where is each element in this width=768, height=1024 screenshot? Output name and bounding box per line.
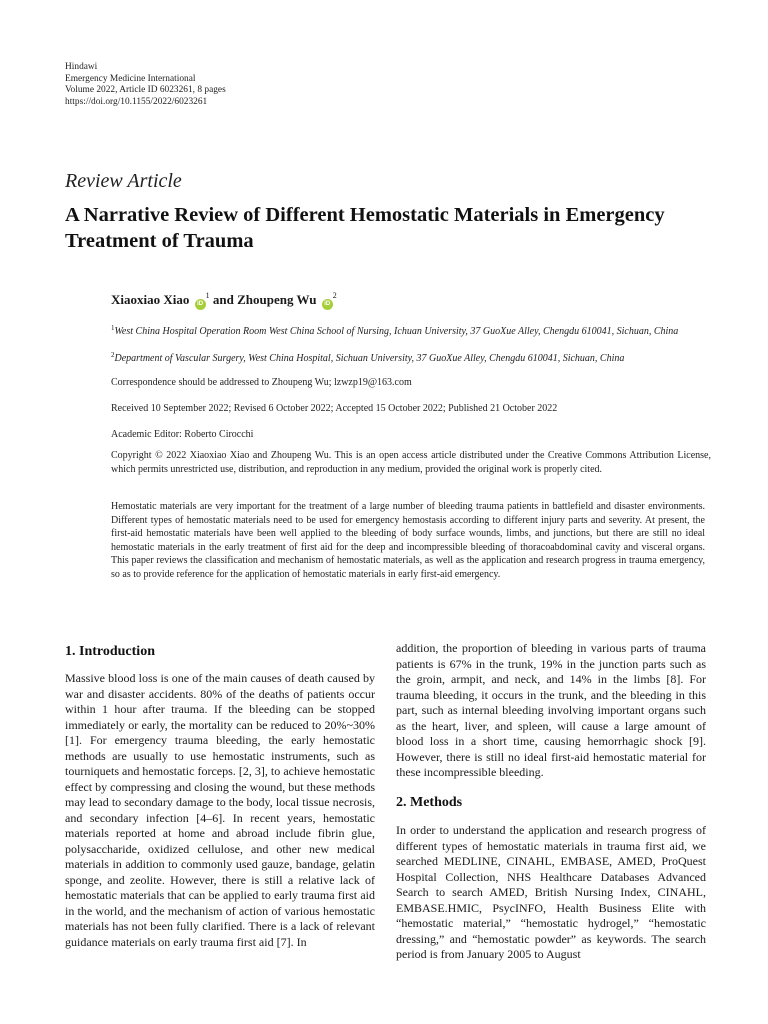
author-affiliation-mark: 1 <box>205 291 210 300</box>
affiliation <box>111 349 711 366</box>
article-type: Review Article <box>65 170 182 192</box>
orcid-icon[interactable]: iD <box>322 299 333 310</box>
section-heading-introduction: 1. Introduction <box>65 644 155 659</box>
affiliation-mark: 1 <box>111 324 115 332</box>
volume-info: Volume 2022, Article ID 6023261, 8 pages <box>65 85 226 95</box>
section-heading-methods: 2. Methods <box>396 795 463 810</box>
author-affiliation-mark: 2 <box>332 291 337 300</box>
publisher-name: Hindawi <box>65 62 98 72</box>
introduction-paragraph: Massive blood loss is one of the main causes of death caused by war and disaster accidents. 80% of the deaths of patients occur within 1 hour after trauma. If the bleeding can be stopped immediately or early, the mortality can be reduced to 20%~30% [1]. For emergency trauma bleeding, the early hemostatic methods are usually to use hemostatic instruments, such as tourniquets and hemostatic forceps. [2, 3], to achieve hemostatic effect by compressing and closing the wound, but these methods may lead to secondary damage to the body, local tissue necrosis, and secondary infection [4–6]. In recent years, hemostatic materials reported at home and abroad include fibrin glue, polysaccharide, oxidized cellulose, and other new medical materials in addition to commonly used gauze, bandage, gelatin sponge, and zeolite. However, there is still a relative lack of hemostatic materials that can be applied to early trauma first aid in the world, and the mechanism of action of various hemostatic materials has not been fully clarified. There is a lack of relevant guidance materials on early trauma first aid [7]. In <box>65 671 375 949</box>
journal-header <box>65 62 226 108</box>
affiliation <box>111 322 711 339</box>
introduction-continuation: addition, the proportion of bleeding in various parts of trauma patients is 67% in the trunk, 19% in the junction parts such as the groin, armpit, and neck, and 14% in the limbs [8]. For trauma bleeding, it occurs in the trunk, and the bleeding in this part, such as internal bleeding involving important organs such as the heart, liver, and spleen, will cause a large amount of blood loss in a short time, causing hemorrhagic shock [9]. However, there is still no ideal first-aid hemostatic material for these incompressible bleeding. <box>396 641 706 779</box>
author-conjunction: and <box>212 292 234 307</box>
doi-link[interactable]: https://doi.org/10.1155/2022/6023261 <box>65 96 208 107</box>
abstract: Hemostatic materials are very important for the treatment of a large number of bleeding trauma patients in battlefield and disaster environments. Different types of hemostatic materials need to be used for emergency hemostasis according to different injury parts and severity. At present, the first-aid hemostatic materials have been well applied to the bleeding of body surface wounds, limbs, and junctions, but there are still no ideal hemostatic materials in the early treatment of first aid for the deep and incompressible bleeding of thoracoabdominal cavity and visceral organs. This paper reviews the classification and mechanism of hemostatic materials, as well as the application and research progress in trauma emergency, so as to provide reference for the application of hemostatic materials in early first-aid emergency. <box>111 501 705 580</box>
paper-title: A Narrative Review of Different Hemostatic Materials in Emergency Treatment of Trauma <box>65 204 665 252</box>
journal-name: Emergency Medicine International <box>65 73 196 84</box>
affiliation-text: West China Hospital Operation Room West China School of Nursing, Ichuan University, 37 GuoXue Alley, Chengdu 610041, Sichuan, China <box>114 326 679 337</box>
affiliation-mark: 2 <box>111 351 115 359</box>
correspondence: Correspondence should be addressed to Zhoupeng Wu; lzwzp19@163.com <box>111 377 412 388</box>
author-list <box>111 291 337 310</box>
methods-paragraph: In order to understand the application and research progress of different types of hemostatic materials in trauma first aid, we searched MEDLINE, CINAHL, EMBASE, AMED, ProQuest Hospital Collection, NHS Healthcare Databases Advanced Search to search AMED, British Nursing Index, CINAHL, EMBASE.HMIC, PsycINFO, Health Business Elite with “hemostatic material,” “hemostatic hydrogel,” “hemostatic dressing,” and “hemostatic powder” as keywords. The search period is from January 2005 to August <box>396 823 706 961</box>
author-name[interactable]: Zhoupeng Wu <box>237 292 317 307</box>
orcid-icon[interactable]: iD <box>195 299 206 310</box>
academic-editor: Academic Editor: Roberto Cirocchi <box>111 429 254 440</box>
author-name[interactable]: Xiaoxiao Xiao <box>111 292 190 307</box>
copyright-notice: Copyright © 2022 Xiaoxiao Xiao and Zhoupeng Wu. This is an open access article distributed under the Creative Commons Attribution License, which permits unrestricted use, distribution, and reproduction in any medium, provided the original work is properly cited. <box>111 450 711 475</box>
affiliation-text: Department of Vascular Surgery, West China Hospital, Sichuan University, 37 GuoXue Alley, Chengdu 610041, Sichuan, China <box>114 353 625 364</box>
publication-dates: Received 10 September 2022; Revised 6 October 2022; Accepted 15 October 2022; Published 21 October 2022 <box>111 403 558 414</box>
